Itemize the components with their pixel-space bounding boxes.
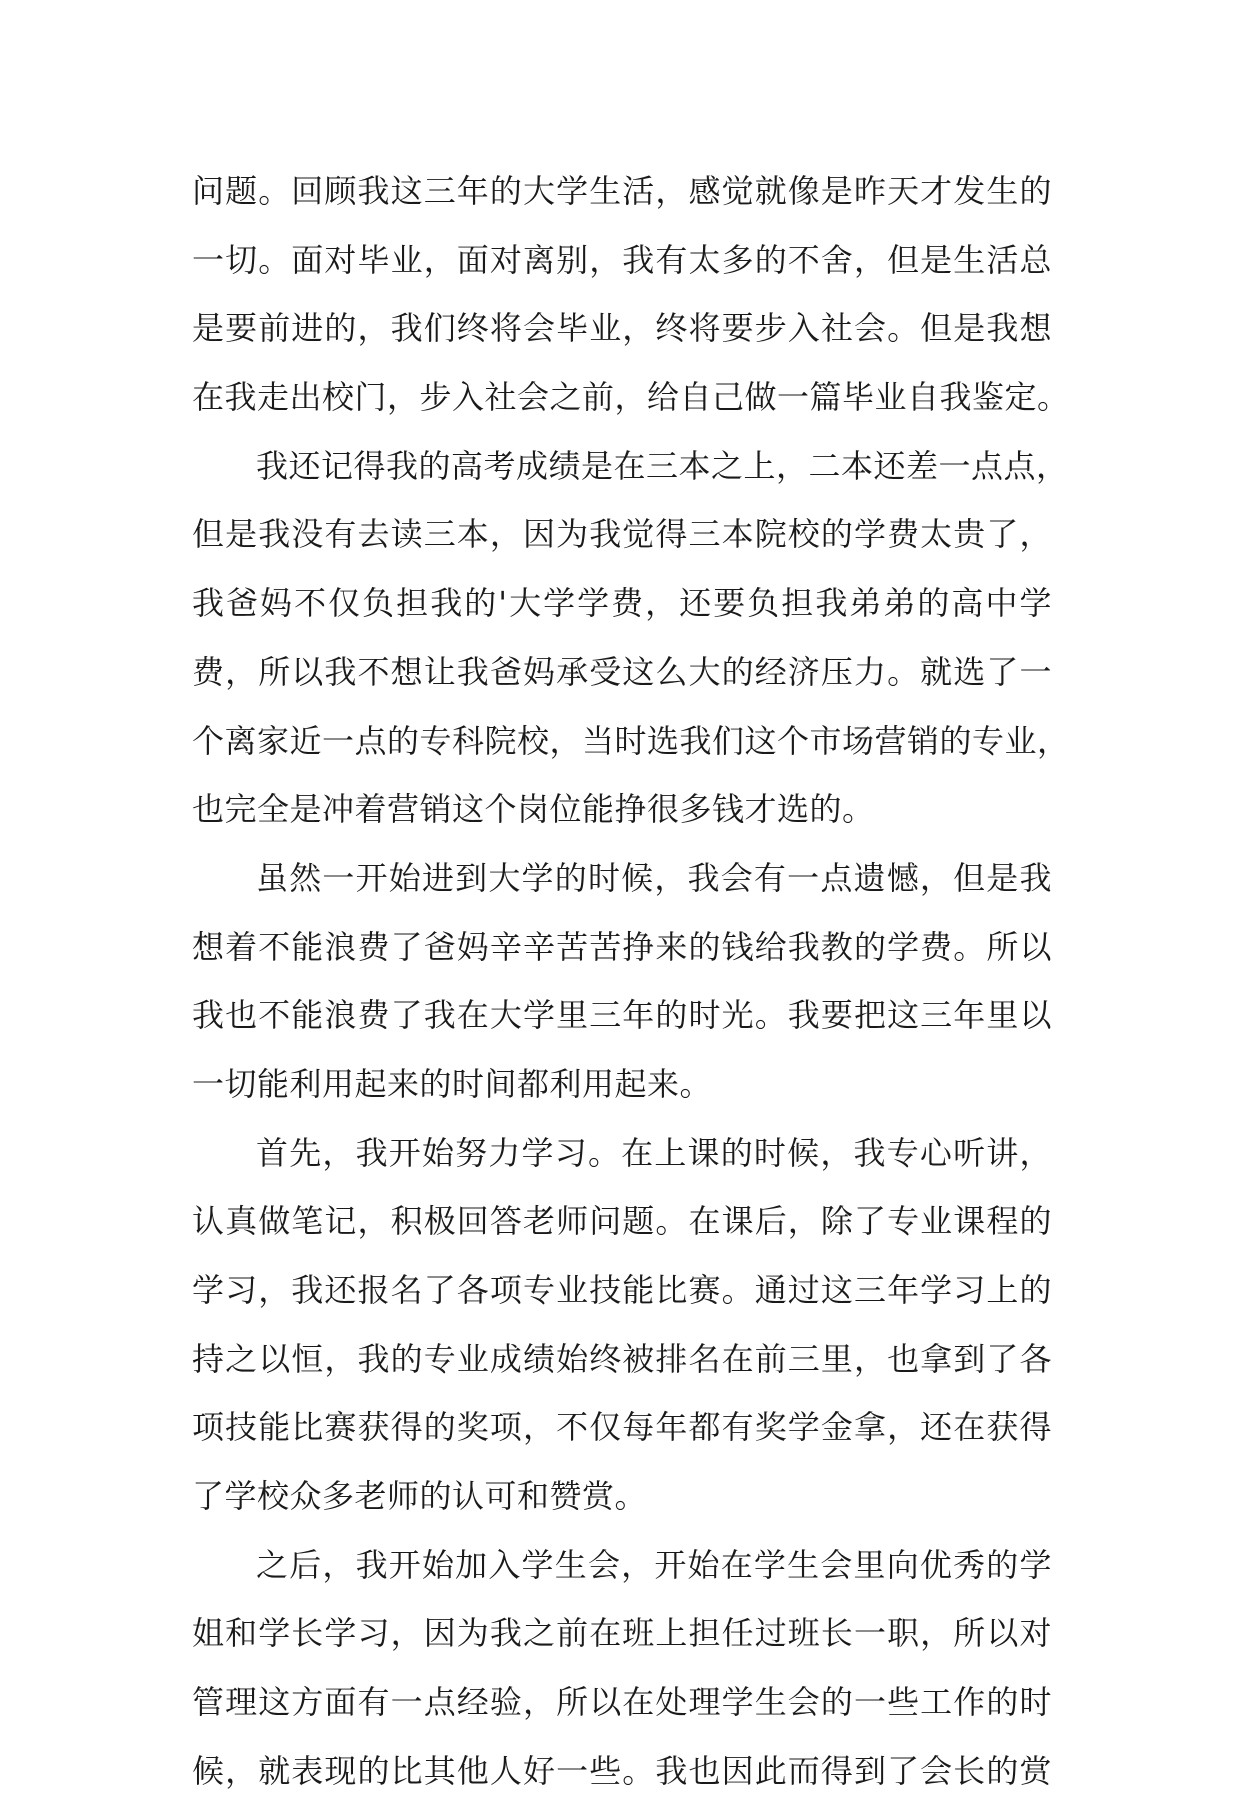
document-body: [192, 157, 1070, 1806]
text-line: 个离家近一点的专科院校，当时选我们这个市场营销的专业，: [192, 721, 1070, 760]
text-line: 姐和学长学习，因为我之前在班上担任过班长一职，所以对: [192, 1614, 1052, 1653]
text-line: 想着不能浪费了爸妈辛辛苦苦挣来的钱给我教的学费。所以: [192, 927, 1052, 966]
text-line: 管理这方面有一点经验，所以在处理学生会的一些工作的时: [192, 1683, 1052, 1722]
text-line: 首先，我开始努力学习。在上课的时候，我专心听讲，: [256, 1133, 1052, 1172]
text-line: 一切能利用起来的时间都利用起来。: [192, 1064, 713, 1103]
text-line: 也完全是冲着营销这个岗位能挣很多钱才选的。: [192, 790, 875, 829]
text-line: 我还记得我的高考成绩是在三本之上，二本还差一点点，: [256, 446, 1069, 485]
text-line: 认真做笔记，积极回答老师问题。在课后，除了专业课程的: [192, 1202, 1052, 1241]
text-line: 在我走出校门，步入社会之前，给自己做一篇毕业自我鉴定。: [192, 378, 1070, 417]
text-line: 一切。面对毕业，面对离别，我有太多的不舍，但是生活总: [192, 240, 1052, 279]
text-line: 了学校众多老师的认可和赞赏。: [192, 1477, 648, 1516]
text-line: 项技能比赛获得的奖项，不仅每年都有奖学金拿，还在获得: [192, 1408, 1052, 1447]
text-line: 候，就表现的比其他人好一些。我也因此而得到了会长的赏: [192, 1751, 1052, 1790]
text-line: 之后，我开始加入学生会，开始在学生会里向优秀的学: [256, 1545, 1052, 1584]
text-line: 我也不能浪费了我在大学里三年的时光。我要把这三年里以: [192, 996, 1052, 1035]
text-line: 费，所以我不想让我爸妈承受这么大的经济压力。就选了一: [192, 652, 1052, 691]
text-line: 我爸妈不仅负担我的'大学学费，还要负担我弟弟的高中学: [192, 584, 1052, 623]
text-line: 问题。回顾我这三年的大学生活，感觉就像是昨天才发生的: [192, 172, 1052, 210]
text-line: 是要前进的，我们终将会毕业，终将要步入社会。但是我想: [192, 309, 1052, 348]
text-line: 学习，我还报名了各项专业技能比赛。通过这三年学习上的: [192, 1271, 1052, 1309]
text-line: 虽然一开始进到大学的时候，我会有一点遗憾，但是我: [256, 858, 1052, 897]
text-line: 持之以恒，我的专业成绩始终被排名在前三里，也拿到了各: [192, 1339, 1052, 1378]
text-line: 但是我没有去读三本，因为我觉得三本院校的学费太贵了，: [192, 515, 1052, 554]
